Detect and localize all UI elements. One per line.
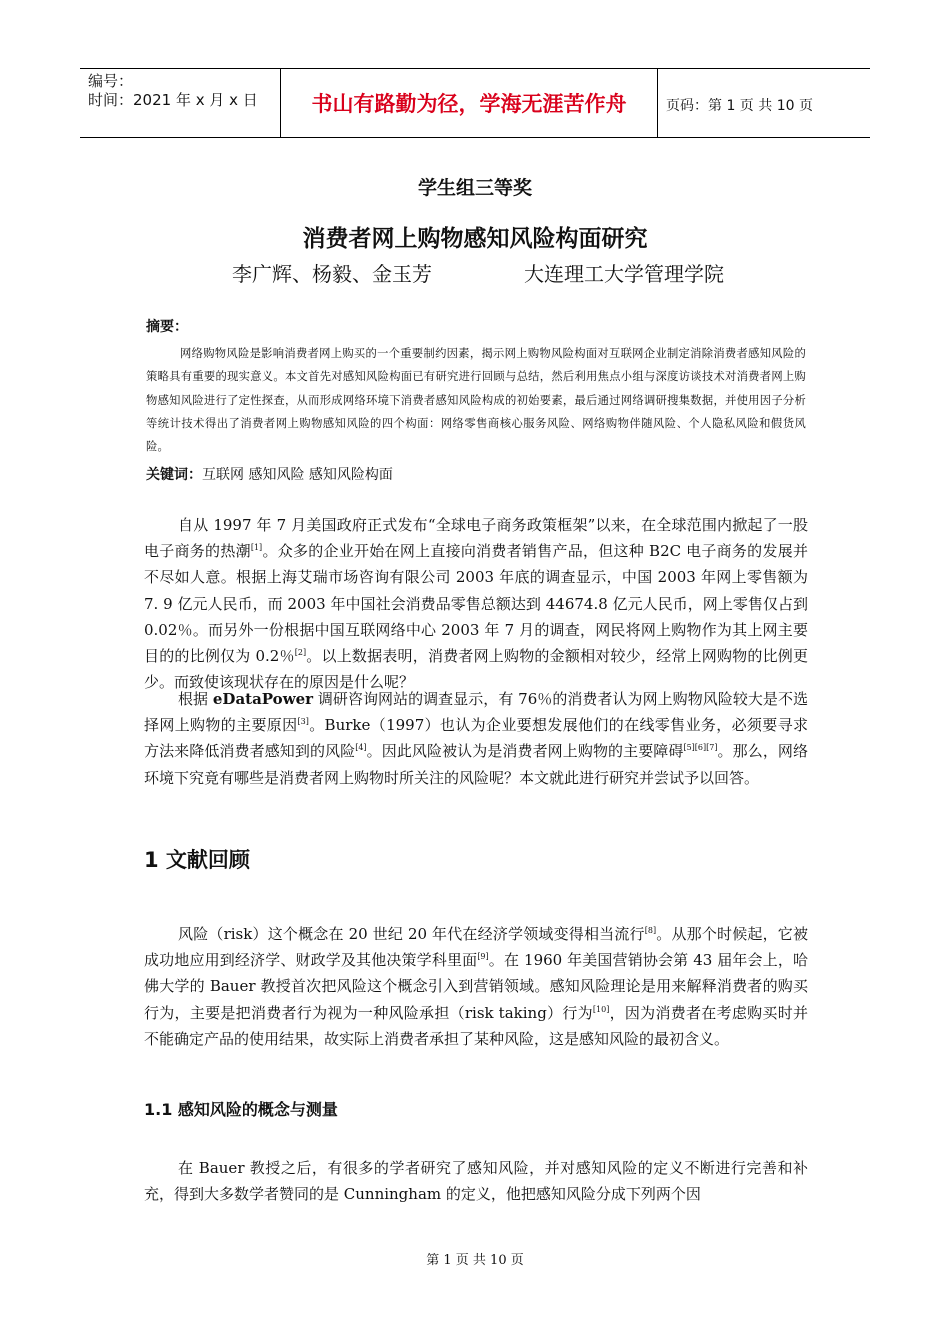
citation: [2] — [294, 648, 307, 658]
award-label: 学生组三等奖 — [417, 177, 532, 199]
citation: [10] — [592, 1004, 610, 1014]
section1-paragraph-1: 风险（risk）这个概念在 20 世纪 20 年代在经济学领域变得相当流行[8]。从那个时候起，它被成功地应用到经济学、财政学及其他决策学科里面[9]。在 1960 年美国营销协会第 43 届年会上，哈佛大学的 Bauer 教授首次把风险这个概念引入到营销领域。感知风险理论是用来解释消费者的购买行为，主要是把消费者行为视为一种风险承担（risk taking）行为[10]，因为消费者在考虑购买时并不能确定产品的使用结果，故实际上消费者承担了某种风险，这是感知风险的最初含义。 — [144, 925, 808, 1048]
time-label: 时间：2021 年 x 月 x 日 — [88, 91, 258, 109]
citation: [1] — [250, 543, 263, 553]
abstract-label: 摘要： — [146, 319, 188, 335]
citation: [4] — [355, 743, 367, 753]
keywords-label: 关键词： — [146, 467, 202, 483]
header-page-info: 页码：第 1 页 共 10 页 — [666, 98, 813, 114]
number-label: 编号： — [88, 72, 134, 90]
header-meta — [88, 72, 278, 110]
abstract-text: 网络购物风险是影响消费者网上购买的一个重要制约因素，揭示网上购物风险构面对互联网企业制定消除消费者感知风险的策略具有重要的现实意义。本文首先对感知风险构面已有研究进行回顾与总结，然后利用焦点小组与深度访谈技术对消费者网上购物感知风险进行了定性探查，从而形成网络环境下消费者感知风险构成的初始要素，最后通过网络调研搜集数据，并使用因子分析等统计技术得出了消费者网上购物感知风险的四个构面：网络零售商核心服务风险、网络购物伴随风险、个人隐私风险和假货风险。 — [146, 347, 806, 454]
document-header — [80, 68, 870, 138]
section1-1-paragraph-1: 在 Bauer 教授之后，有很多的学者研究了感知风险，并对感知风险的定义不断进行完善和补充，得到大多数学者赞同的是 Cunningham 的定义，他把感知风险分成下列两个因 — [144, 1159, 808, 1204]
citation: [3] — [297, 717, 309, 727]
affiliation: 大连理工大学管理学院 — [524, 262, 724, 286]
paper-title: 消费者网上购物感知风险构面研究 — [302, 226, 648, 252]
intro-paragraph-2: 根据 eDataPower 调研咨询网站的调查显示，有 76％的消费者认为网上购物风险较大是不选择网上购物的主要原因[3]。Burke（1997）也认为企业要想发展他们的在线零售业务，必须要寻求方法来降低消费者感知到的风险[4]。因此风险被认为是消费者网上购物的主要障碍[5][6][7]。那么，网络环境下究竟有哪些是消费者网上购物时所关注的风险呢？本文就此进行研究并尝试予以回答。 — [144, 690, 808, 787]
page-footer: 第 1 页 共 10 页 — [426, 1253, 524, 1268]
brand-name: eDataPower — [212, 690, 314, 708]
section-heading-1-1: 1.1 感知风险的概念与测量 — [144, 1100, 338, 1119]
authors: 李广辉、杨毅、金玉芳 — [232, 262, 432, 286]
header-motto: 书山有路勤为径，学海无涯苦作舟 — [280, 69, 658, 137]
keywords-text: 互联网 感知风险 感知风险构面 — [202, 467, 393, 483]
intro-paragraph-1: 自从 1997 年 7 月美国政府正式发布“全球电子商务政策框架”以来，在全球范围内掀起了一股电子商务的热潮[1]。众多的企业开始在网上直接向消费者销售产品，但这种 B2C 电子商务的发展并不尽如人意。根据上海艾瑞市场咨询有限公司 2003 年底的调查显示，中国 2003 年网上零售额为 7. 9 亿元人民币，而 2003 年中国社会消费品零售总额达到 44674.8 亿元人民币，网上零售仅占到 0.02％。而另外一份根据中国互联网络中心 2003 年 7 月的调查，网民将网上购物作为其上网主要目的的比例仅为 0.2％[2]。以上数据表明，消费者网上购物的金额相对较少，经常上网购物的比例更少。而致使该现状存在的原因是什么呢？ — [144, 516, 809, 692]
citation: [9] — [477, 952, 489, 962]
citation: [8] — [644, 926, 657, 935]
section-heading-1: 1 文献回顾 — [144, 848, 250, 872]
keywords — [146, 464, 393, 484]
citation: [5][6][7] — [683, 743, 718, 753]
